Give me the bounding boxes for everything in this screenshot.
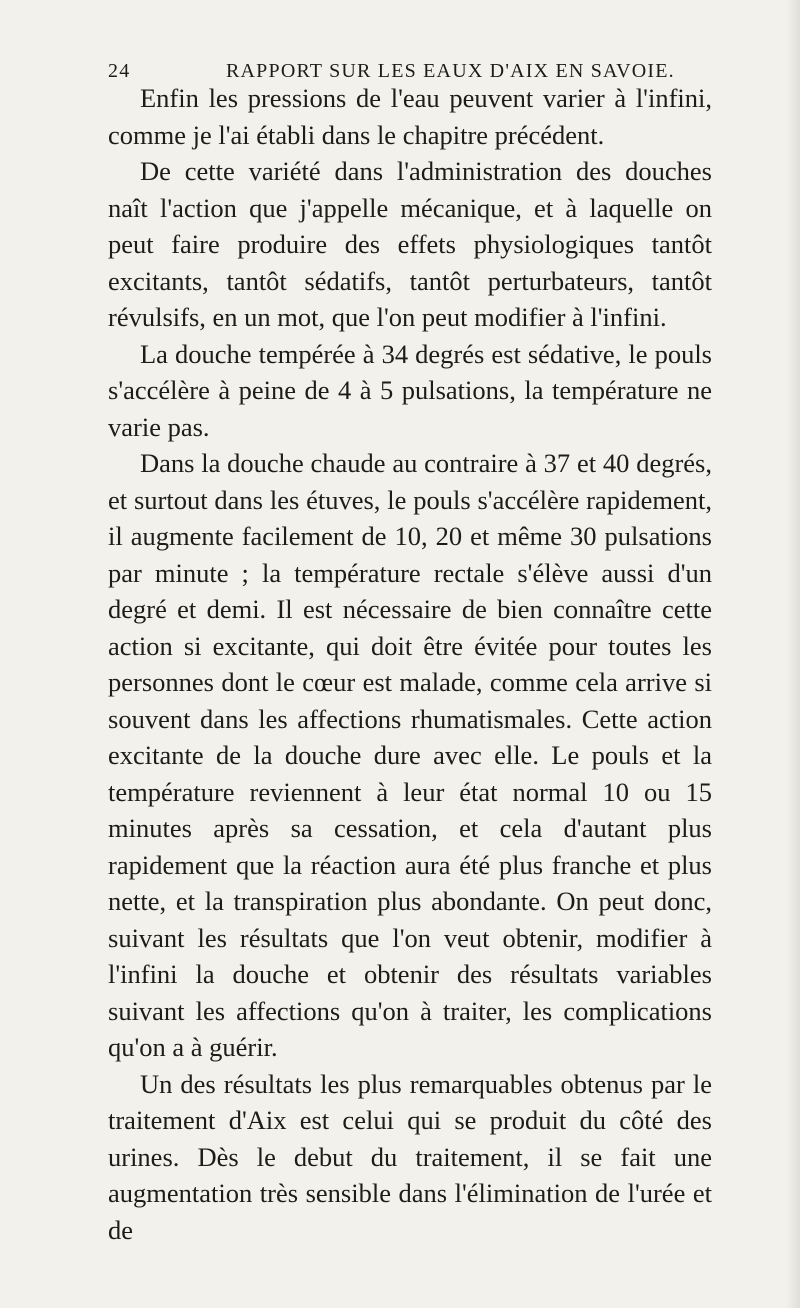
- body-text: [108, 80, 712, 1248]
- paragraph-urines: Un des résultats les plus remarquables obtenus par le traitement d'Aix est celui qui se produit du côté des urines. Dès le debut du traitement, il se fait une augmentation très sensible dans l'élimination de l'urée et de: [108, 1068, 712, 1245]
- page-number: 24: [108, 60, 131, 82]
- running-title: RAPPORT SUR LES EAUX D'AIX EN SAVOIE.: [226, 60, 675, 82]
- paragraph-action-mecanique: De cette variété dans l'administration des douches naît l'action que j'appelle mécanique, et à laquelle on peut faire produire des effets physiologiques tantôt excitants, tantôt sédatifs, tantôt perturbateurs, tantôt révulsifs, en un mot, que l'on peut modifier à l'infini.: [108, 156, 712, 332]
- paragraph-douche-chaude: Dans la douche chaude au contraire à 37 et 40 degrés, et surtout dans les étuves, le pouls s'accélère rapidement, il augmente facilement de 10, 20 et même 30 pulsations par minute ; la température rectale s'élève aussi d'un degré et demi. Il est nécessaire de bien connaître cette action si excitante, qui doit être évitée pour toutes les personnes dont le cœur est malade, comme cela arrive si souvent dans les affections rhumatismales. Cette action excitante de la douche dure avec elle. Le pouls et la température reviennent à leur état normal 10 ou 15 minutes après sa cessation, et cela d'autant plus rapidement que la réaction aura été plus franche et plus nette, et la transpiration plus abondante. On peut donc, suivant les résultats que l'on veut obtenir, modifier à l'infini la douche et obtenir des résultats variables suivant les affections qu'on à traiter, les complications qu'on a à guérir.: [108, 448, 712, 1062]
- paragraph-douche-temperee: La douche tempérée à 34 degrés est sédative, le pouls s'accélère à peine de 4 à 5 pulsations, la température ne varie pas.: [108, 338, 712, 442]
- paragraph-pressions: Enfin les pressions de l'eau peuvent varier à l'infini, comme je l'ai établi dans le chapitre précédent.: [108, 83, 712, 150]
- page-edge-shadow: [786, 0, 800, 1308]
